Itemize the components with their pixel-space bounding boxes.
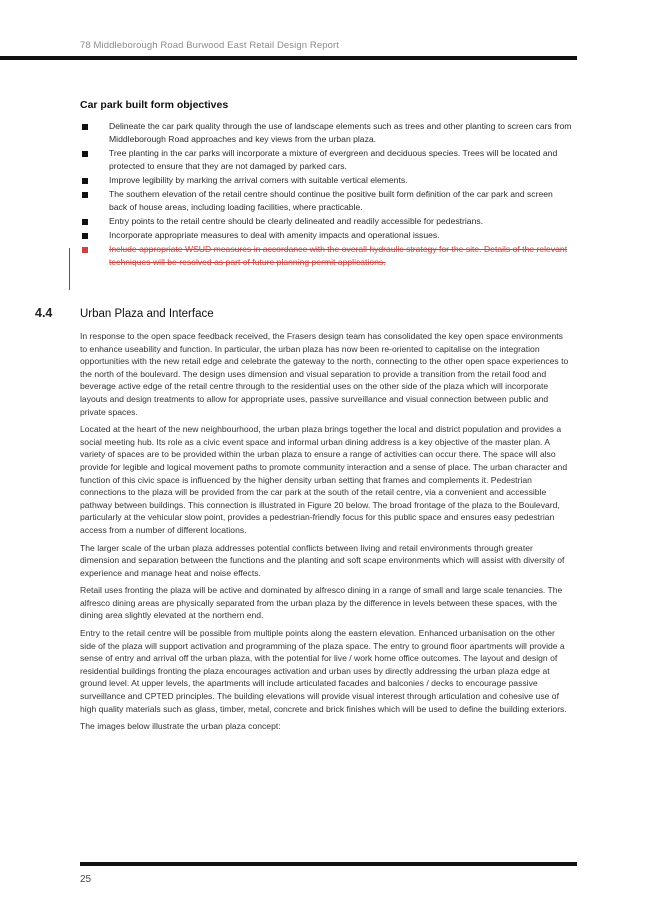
bullet-text: Incorporate appropriate measures to deal with amenity impacts and operational issues. xyxy=(109,230,440,240)
square-bullet-icon xyxy=(82,124,88,130)
deleted-bullet-text: Include appropriate WSUD measures in accordance with the overall hydraulic strategy for the site. Details of the relevant techniques will be resolved as part of future planning permit applications. xyxy=(109,244,568,267)
body-paragraph: Entry to the retail centre will be possible from multiple points along the eastern elevation. Enhanced urbanisation on the other side of the plaza will support activation and programming of the plaza space. The entry to ground floor apartments will provide a sense of entry and arrival off the urban plaza, with the potential for live / work home office outcomes. The layout and design of residential buildings fronting the plaza encourages activation and urban uses by directly addressing the urban plaza edge at ground level. At upper levels, the apartments will include articulated facades and balconies / decks to encourage passive surveillance and CPTED principles. The building elevations will provide visual interest through articulation and cohesive use of high quality materials such as glass, timber, metal, concrete and brick finishes which will be used to define the building exteriors. xyxy=(80,628,567,714)
car-park-bullet-list xyxy=(80,120,572,270)
header-rule xyxy=(0,56,577,60)
list-item xyxy=(80,229,572,242)
footer-rule xyxy=(80,862,577,866)
square-bullet-icon xyxy=(82,219,88,225)
body-paragraph: Located at the heart of the new neighbourhood, the urban plaza brings together the local and district population and provides a social meeting hub. Its role as a civic event space and informal urban dining address is a key objective of the master plan. A variety of spaces are to be provided within the urban plaza to ensure a range of activities can occur there. The space will also provide for legible and logical movement paths to promote community interaction and a sense of place. The urban character and function of this civic space is influenced by the higher density urban setting that frames and complements it. Pedestrian connections to the plaza will be provided from the car park at the south of the retail centre, via a convenient and accessible pathway between buildings. This connection is illustrated in Figure 20 below. The broad frontage of the plaza to the Boulevard, particularly at the vehicular slow point, provides a pedestrian-friendly focus for this public space and ensures easy pedestrian access from a number of different locations. xyxy=(80,424,568,535)
body-paragraph: The larger scale of the urban plaza addresses potential conflicts between living and retail environments through greater dimension and separation between the functions and the planting and soft scape environments which will assist with diversity of experience and manage heat and noise effects. xyxy=(80,542,565,578)
report-header-title: 78 Middleborough Road Burwood East Retail Design Report xyxy=(80,40,339,51)
list-item xyxy=(80,188,572,214)
list-item xyxy=(80,147,572,173)
section-body xyxy=(80,330,572,738)
deleted-list-item xyxy=(80,243,572,269)
bullet-text: Entry points to the retail centre should be clearly delineated and readily accessible for pedestrians. xyxy=(109,216,484,226)
list-item xyxy=(80,120,572,146)
list-item xyxy=(80,174,572,187)
body-paragraph: In response to the open space feedback received, the Frasers design team has consolidated the key open space environments to enhance useability and function. In particular, the urban plaza has now been re-oriented to capitalise on the integration opportunities with the new retail edge and celebrate the gateway to the north, connecting to the other open space experiences to the north of the boulevard. The design uses dimension and visual separation to provide a transition from the retail food and beverage active edge of the retail centre through to the residential uses on the other side of the plaza which will incorporate layouts and design treatments to allow for appropriate uses, passive surveillance and visual connection between public and private spaces. xyxy=(80,331,569,417)
bullet-text: The southern elevation of the retail centre should continue the positive built form definition of the car park and screen back of house areas, including loading facilities, where practicable. xyxy=(109,189,553,212)
square-bullet-icon xyxy=(82,233,88,239)
body-paragraph: The images below illustrate the urban plaza concept: xyxy=(80,721,281,732)
list-item xyxy=(80,215,572,228)
square-bullet-icon xyxy=(82,247,88,253)
square-bullet-icon xyxy=(82,192,88,198)
square-bullet-icon xyxy=(82,178,88,184)
body-paragraph: Retail uses fronting the plaza will be active and dominated by alfresco dining in a range of small and large scale tenancies. The alfresco dining areas are physically separated from the urban plaza by the difference in levels between these spaces, with the dining area slightly elevated at the northern end. xyxy=(80,585,563,621)
car-park-heading: Car park built form objectives xyxy=(80,99,229,111)
section-title: Urban Plaza and Interface xyxy=(80,308,214,320)
revision-change-bar xyxy=(69,248,70,290)
bullet-text: Tree planting in the car parks will incorporate a mixture of evergreen and deciduous species. Trees will be located and protected to ensure that they are not damaged by parked cars. xyxy=(109,148,558,171)
bullet-text: Delineate the car park quality through the use of landscape elements such as trees and other planting to screen cars from Middleborough Road approaches and key views from the urban plaza. xyxy=(109,121,572,144)
bullet-text: Improve legibility by marking the arrival corners with suitable vertical elements. xyxy=(109,175,408,185)
section-number: 4.4 xyxy=(35,306,53,320)
page-number: 25 xyxy=(80,874,92,885)
square-bullet-icon xyxy=(82,151,88,157)
